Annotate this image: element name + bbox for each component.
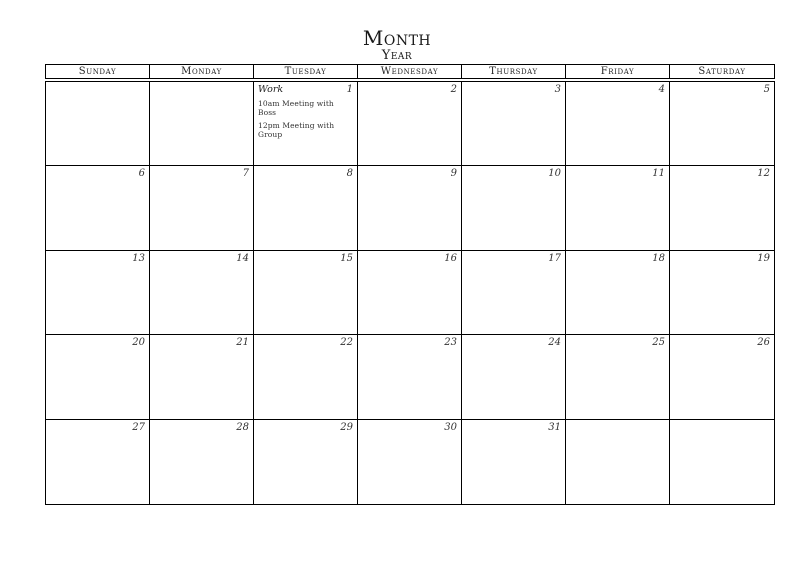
weekday-header-row	[45, 64, 775, 79]
weekday-header-saturday: Saturday	[698, 66, 746, 77]
event-title: Work	[258, 84, 284, 95]
day-number: 24	[548, 337, 561, 349]
day-cell	[462, 420, 566, 504]
day-cell	[566, 251, 670, 335]
day-cell	[566, 166, 670, 250]
day-cell	[254, 335, 358, 419]
day-number: 30	[444, 421, 457, 433]
day-cell	[462, 82, 566, 166]
day-cell	[46, 82, 150, 166]
day-number: 13	[132, 252, 145, 264]
day-cell	[566, 335, 670, 419]
day-number: 17	[548, 252, 561, 264]
day-number: 9	[450, 168, 457, 180]
calendar-title-block	[0, 28, 794, 62]
day-number: 18	[652, 252, 665, 264]
day-cell	[670, 335, 774, 419]
day-number: 29	[340, 421, 353, 433]
day-number: 4	[658, 84, 665, 95]
day-number: 23	[444, 337, 457, 349]
day-number: 21	[236, 337, 249, 349]
day-cell	[670, 251, 774, 335]
day-cell	[46, 420, 150, 504]
calendar-grid	[45, 81, 775, 505]
day-cell	[358, 251, 462, 335]
weekday-header-sunday: Sunday	[46, 65, 150, 78]
day-number: 25	[652, 337, 665, 349]
weekday-header-monday: Monday	[150, 65, 254, 78]
day-cell	[670, 420, 774, 504]
day-number: 16	[444, 252, 457, 264]
day-cell	[358, 166, 462, 250]
day-cell	[462, 166, 566, 250]
day-number: 31	[548, 421, 561, 433]
day-cell	[462, 251, 566, 335]
day-cell	[358, 420, 462, 504]
day-cell	[46, 335, 150, 419]
day-cell	[150, 82, 254, 166]
day-cell	[254, 251, 358, 335]
weekday-header-wednesday: Wednesday	[358, 65, 462, 78]
day-cell	[150, 251, 254, 335]
event-item: 12pm Meeting with Group	[258, 121, 335, 139]
day-cell	[150, 166, 254, 250]
page-title-month: Month	[362, 26, 432, 50]
day-number: 3	[554, 84, 561, 95]
day-cell	[150, 420, 254, 504]
day-number: 11	[652, 168, 665, 180]
day-number: 7	[242, 168, 249, 180]
day-cell	[46, 251, 150, 335]
day-cell	[670, 82, 774, 166]
day-number: 28	[236, 421, 249, 433]
day-number: 22	[340, 337, 353, 349]
day-cell	[254, 166, 358, 250]
day-cell	[358, 82, 462, 166]
day-cell	[150, 335, 254, 419]
day-number: 26	[757, 337, 770, 349]
day-number: 5	[763, 84, 770, 95]
day-cell	[566, 82, 670, 166]
day-cell	[46, 166, 150, 250]
weekday-header-tuesday: Tuesday	[254, 65, 358, 78]
day-number: 2	[450, 84, 457, 95]
weekday-header-friday: Friday	[566, 65, 670, 78]
day-number: 8	[346, 168, 353, 180]
day-cell	[670, 166, 774, 250]
day-cell	[254, 82, 358, 166]
day-number: 1	[346, 84, 353, 95]
event-item: 10am Meeting with Boss	[258, 99, 334, 117]
day-number: 19	[757, 252, 770, 264]
day-number: 10	[548, 168, 561, 180]
day-number: 6	[138, 168, 145, 180]
day-number: 27	[132, 421, 145, 433]
day-number: 12	[757, 168, 770, 180]
day-cell	[462, 335, 566, 419]
page-title-year: Year	[381, 48, 413, 63]
day-number: 20	[132, 337, 145, 349]
weekday-header-thursday: Thursday	[462, 65, 566, 78]
day-cell	[566, 420, 670, 504]
day-number: 15	[340, 252, 353, 264]
day-cell	[254, 420, 358, 504]
day-cell	[358, 335, 462, 419]
day-number: 14	[236, 252, 249, 264]
